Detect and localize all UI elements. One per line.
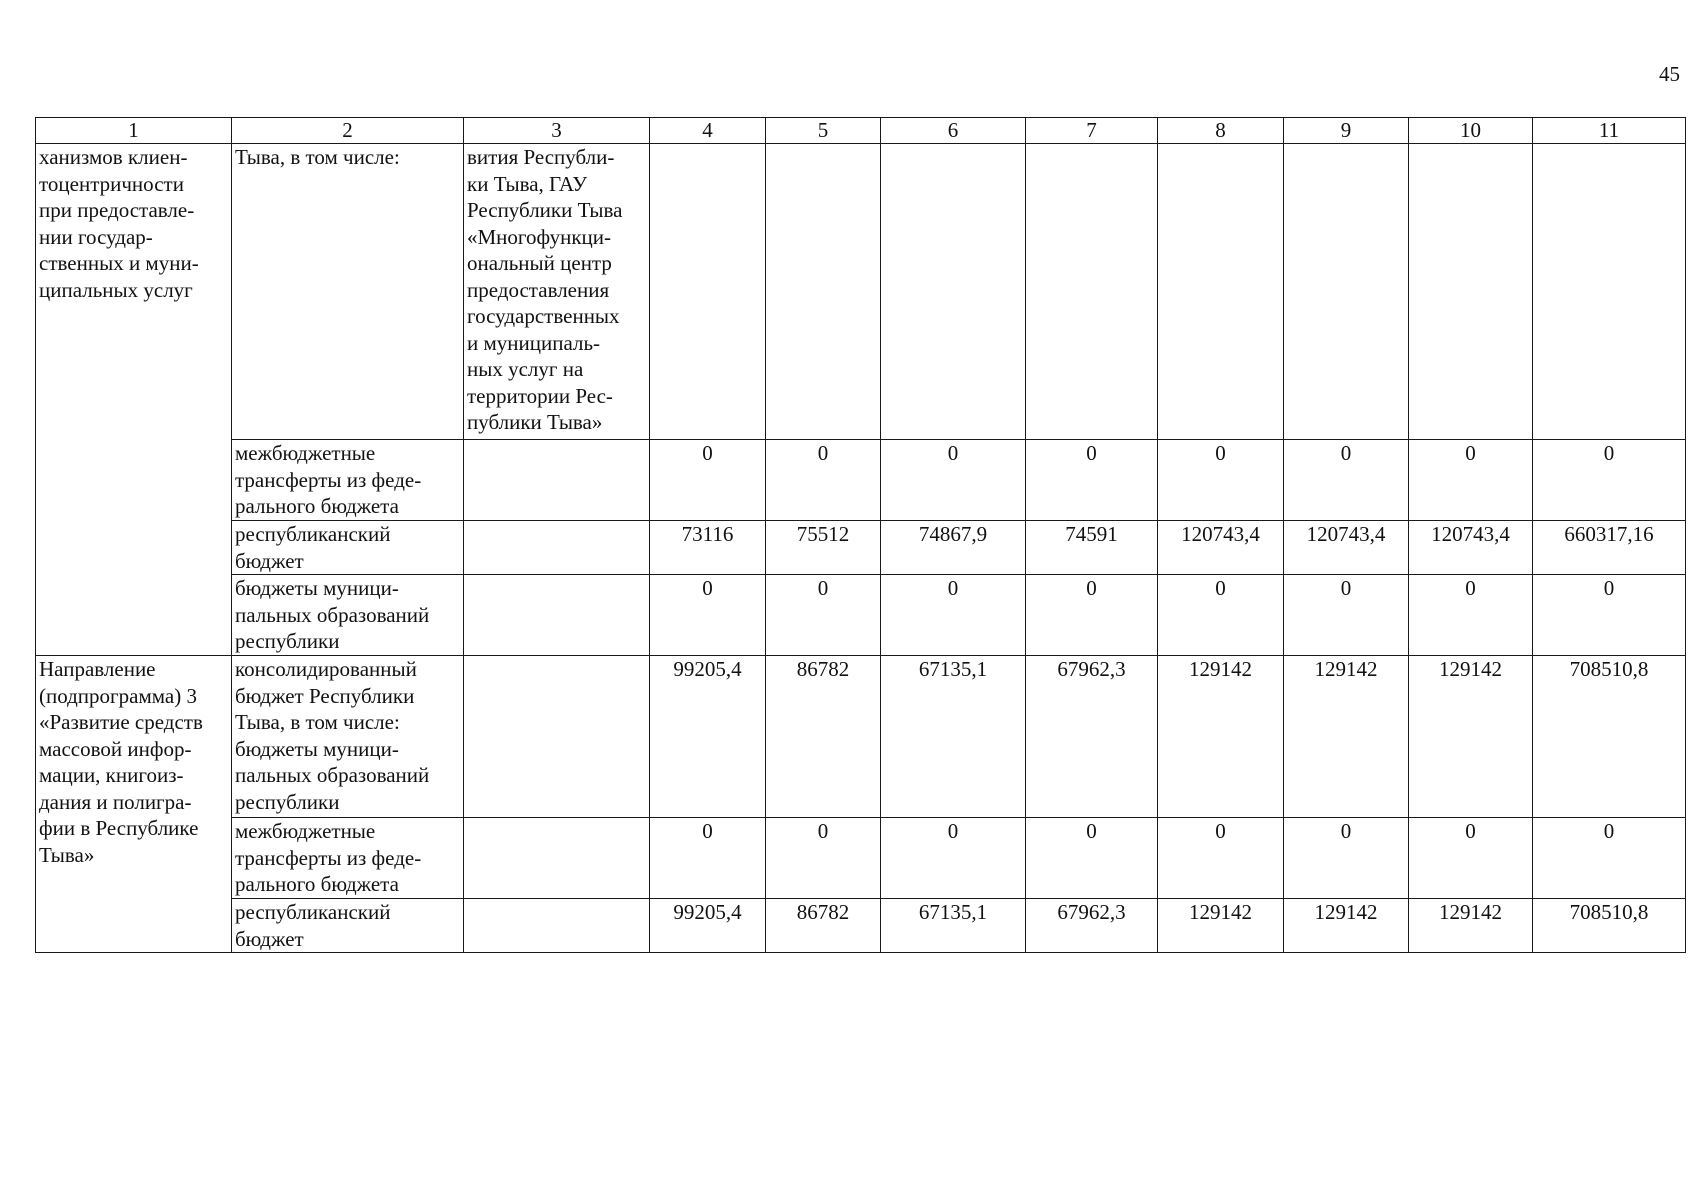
value-cell: 0 bbox=[1533, 440, 1686, 521]
value-cell bbox=[766, 144, 881, 440]
value-cell: 0 bbox=[650, 575, 766, 656]
value-cell: 0 bbox=[1533, 818, 1686, 899]
value-cell: 0 bbox=[650, 440, 766, 521]
column-header: 6 bbox=[881, 118, 1026, 144]
value-cell: 0 bbox=[1284, 440, 1409, 521]
executor-cell bbox=[464, 440, 650, 521]
value-cell: 0 bbox=[766, 818, 881, 899]
value-cell: 73116 bbox=[650, 521, 766, 575]
executor-cell bbox=[464, 818, 650, 899]
value-cell bbox=[1158, 144, 1284, 440]
value-cell: 0 bbox=[1409, 575, 1533, 656]
executor-cell bbox=[464, 521, 650, 575]
value-cell: 129142 bbox=[1284, 899, 1409, 953]
value-cell: 0 bbox=[650, 818, 766, 899]
table-row bbox=[36, 144, 1686, 440]
source-cell: бюджеты муници- пальных образований республики bbox=[232, 575, 464, 656]
value-cell: 0 bbox=[881, 818, 1026, 899]
value-cell: 0 bbox=[1533, 575, 1686, 656]
column-header: 2 bbox=[232, 118, 464, 144]
value-cell: 129142 bbox=[1284, 656, 1409, 818]
value-cell: 0 bbox=[1409, 818, 1533, 899]
table-row bbox=[36, 440, 1686, 521]
value-cell: 74591 bbox=[1026, 521, 1158, 575]
column-header: 5 bbox=[766, 118, 881, 144]
column-header: 10 bbox=[1409, 118, 1533, 144]
value-cell: 0 bbox=[1158, 440, 1284, 521]
source-cell: межбюджетные трансферты из феде- рального бюджета bbox=[232, 440, 464, 521]
value-cell bbox=[1409, 144, 1533, 440]
value-cell: 129142 bbox=[1409, 899, 1533, 953]
value-cell: 0 bbox=[1284, 575, 1409, 656]
value-cell: 99205,4 bbox=[650, 899, 766, 953]
value-cell: 0 bbox=[1284, 818, 1409, 899]
program-title-cell bbox=[36, 144, 232, 656]
executor-cell bbox=[464, 899, 650, 953]
source-cell: республиканский бюджет bbox=[232, 899, 464, 953]
executor-text: вития Республи- ки Тыва, ГАУ Республики Тыва «Многофункци- ональный центр предоставления государственных и муниципаль- ных услуг на территории Рес- публики Тыва» bbox=[467, 145, 623, 434]
source-cell: республиканский бюджет bbox=[232, 521, 464, 575]
value-cell: 0 bbox=[766, 575, 881, 656]
column-header: 1 bbox=[36, 118, 232, 144]
source-cell: Тыва, в том числе: bbox=[232, 144, 464, 440]
value-cell bbox=[1026, 144, 1158, 440]
value-cell: 0 bbox=[1026, 818, 1158, 899]
value-cell: 129142 bbox=[1409, 656, 1533, 818]
value-cell: 0 bbox=[1409, 440, 1533, 521]
value-cell: 67135,1 bbox=[881, 899, 1026, 953]
header-row bbox=[36, 118, 1686, 144]
value-cell: 67962,3 bbox=[1026, 899, 1158, 953]
column-header: 11 bbox=[1533, 118, 1686, 144]
column-header: 8 bbox=[1158, 118, 1284, 144]
value-cell: 99205,4 bbox=[650, 656, 766, 818]
value-cell: 86782 bbox=[766, 656, 881, 818]
value-cell bbox=[650, 144, 766, 440]
executor-cell bbox=[464, 575, 650, 656]
value-cell: 129142 bbox=[1158, 899, 1284, 953]
value-cell: 129142 bbox=[1158, 656, 1284, 818]
table-row bbox=[36, 899, 1686, 953]
value-cell: 0 bbox=[766, 440, 881, 521]
value-cell: 120743,4 bbox=[1284, 521, 1409, 575]
value-cell: 120743,4 bbox=[1158, 521, 1284, 575]
column-header: 9 bbox=[1284, 118, 1409, 144]
value-cell: 0 bbox=[1026, 575, 1158, 656]
executor-cell bbox=[464, 656, 650, 818]
value-cell: 120743,4 bbox=[1409, 521, 1533, 575]
program-title-cell bbox=[36, 656, 232, 953]
column-header: 7 bbox=[1026, 118, 1158, 144]
value-cell: 86782 bbox=[766, 899, 881, 953]
program-title: Направление (подпрограмма) 3 «Развитие средств массовой инфор- мации, книгоиз- дания и полигра- фии в Республике Тыва» bbox=[39, 657, 203, 867]
value-cell: 0 bbox=[1158, 818, 1284, 899]
table-row bbox=[36, 575, 1686, 656]
value-cell: 74867,9 bbox=[881, 521, 1026, 575]
page-number: 45 bbox=[1659, 62, 1680, 86]
source-cell: межбюджетные трансферты из феде- рального бюджета bbox=[232, 818, 464, 899]
executor-cell bbox=[464, 144, 650, 440]
value-cell: 0 bbox=[1158, 575, 1284, 656]
value-cell: 0 bbox=[881, 440, 1026, 521]
value-cell: 708510,8 bbox=[1533, 656, 1686, 818]
column-header: 3 bbox=[464, 118, 650, 144]
column-header: 4 bbox=[650, 118, 766, 144]
value-cell bbox=[1284, 144, 1409, 440]
value-cell: 0 bbox=[1026, 440, 1158, 521]
value-cell: 67962,3 bbox=[1026, 656, 1158, 818]
value-cell bbox=[1533, 144, 1686, 440]
program-title: ханизмов клиен- тоцентричности при предоставле- нии государ- ственных и муни- ципальных услуг bbox=[39, 145, 199, 302]
table-row bbox=[36, 818, 1686, 899]
value-cell: 660317,16 bbox=[1533, 521, 1686, 575]
value-cell: 75512 bbox=[766, 521, 881, 575]
value-cell bbox=[881, 144, 1026, 440]
value-cell: 708510,8 bbox=[1533, 899, 1686, 953]
budget-table bbox=[35, 117, 1686, 953]
table-row bbox=[36, 656, 1686, 818]
value-cell: 67135,1 bbox=[881, 656, 1026, 818]
table-row bbox=[36, 521, 1686, 575]
value-cell: 0 bbox=[881, 575, 1026, 656]
source-cell: консолидированный бюджет Республики Тыва, в том числе: бюджеты муници- пальных образований республики bbox=[232, 656, 464, 818]
